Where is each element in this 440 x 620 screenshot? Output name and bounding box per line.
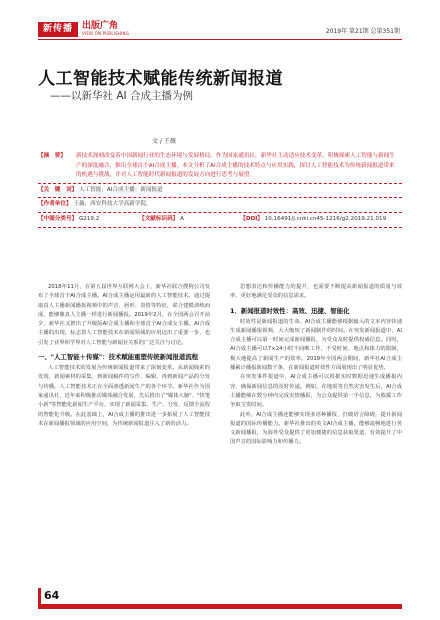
clc-value: G219.2	[78, 215, 100, 222]
identifier-row	[38, 213, 402, 228]
abstract-text: 新技术深刻改变着中国新闻行业的生态环境与发展格局。作为国家通讯社，新华社主动适应技术变革，积极探索人工智能与新闻生产的深度融合，推出全球首个AI合成主播。本文分析了AI合成主播的技术特点与应用实践，探讨人工智能技术为传统新闻报道带来的机遇与挑战，并对人工智能时代新闻报道的发展方向进行思考与展望。	[76, 153, 395, 179]
article-title: 人工智能技术赋能传统新闻报道	[38, 69, 283, 89]
body-paragraph: 在突发事件报道中，AI合成主播可以根据实时数据迅速生成播报内容，确保新闻信息的及时传递。例如，在地震等自然灾害发生后，AI合成主播能够在数分钟内完成灾情播报，为公众提供第一手信息，为救援工作争取宝贵时间。	[230, 374, 402, 409]
body-paragraph: 人工智能技术的发展为传统新闻报道带来了深刻变革。从新闻线索的发现、新闻素材的采集，到新闻稿件的写作、编辑，再到新闻产品的分发与传播，人工智能技术正在全面渗透新闻生产的各个环节。新华社作为国家通讯社，近年来积极推动媒体融合发展，先后推出了"媒体大脑"、"快笔小新"等智能化新闻生产平台，实现了新闻采集、生产、分发、反馈全流程的智能化升级。在此基础上，AI合成主播的推出进一步拓展了人工智能技术在新闻播报领域的应用空间，为传统新闻报道注入了新的活力。	[38, 365, 210, 427]
keywords-text: 人工智能；AI合成主播；新闻报道	[78, 186, 163, 193]
doi-label: 【DOI】	[240, 215, 263, 222]
body-column-right	[230, 283, 402, 448]
body-paragraph: 此外，AI合成主播还能够实现多语种播报，打破语言障碍，提升新闻报道的国际传播能力。新华社推出的英文AI合成主播，能够流畅地进行英文新闻播报，为海外受众提供了更加便捷的信息获取渠道，有效提升了中国声音的国际影响力和传播力。	[230, 411, 402, 446]
article-metadata	[38, 150, 402, 228]
page-number-accent	[38, 588, 41, 604]
keywords-label: 【关 键 词】	[38, 186, 78, 193]
clc-label: 【中图分类号】	[38, 215, 78, 222]
abstract-label: 【摘 要】	[38, 153, 66, 159]
body-paragraph: 时效性是新闻报道的生命。AI合成主播能够根据输入的文本内容快速生成新闻播报视频，大大缩短了新闻制作的时间。在突发新闻报道中，AI合成主播可以第一时间完成新闻播报，为受众及时提供权威信息。同时，AI合成主播可以7×24小时不间断工作，不受时间、地点和体力的限制，极大地提高了新闻生产的效率。2019年全国两会期间，新华社AI合成主播累计播报新闻数千条，在新闻报道时效性方面展现出了明显优势。	[230, 318, 402, 372]
subsection-heading: 1．新闻报道时效性：高效、迅捷、智能化	[230, 306, 350, 315]
column-badge: 新传播	[38, 22, 78, 37]
clc-cell	[38, 215, 139, 225]
body-paragraph: 2018年11月，在第五届世界互联网大会上，新华社联合搜狗公司发布了全球首个AI合成主播。AI合成主播运用最新的人工智能技术，通过提取真人主播新闻播报视频中的声音、唇形、表情等特征，联合建模训练而成，能够像真人主播一样进行新闻播报。2019年2月，在全国两会召开前夕，新华社又推出了升级版AI合成主播和全球首个AI合成女主播。AI合成主播的出现，标志着人工智能技术在新闻领域的应用迈出了重要一步，也引发了业界和学界对人工智能与新闻业关系的广泛关注与讨论。	[38, 284, 210, 346]
journal-name: 出版广角	[82, 21, 119, 31]
article-subtitle: ——以新华社 AI 合成主播为例	[50, 90, 193, 102]
issue-info: 2019年 第21期 总第351期	[325, 28, 400, 35]
author-unit-row	[38, 198, 402, 213]
header-divider	[38, 39, 402, 40]
page-number: 64	[44, 589, 60, 602]
doi-value: 10.16491/j.cnki.cn45-1216/g2.2019.21.019	[264, 215, 387, 222]
doc-code-value: A	[180, 215, 184, 222]
author-unit-text: 王薇，西安科技大学高新学院。	[73, 201, 152, 208]
journal-subtitle: VIEW ON PUBLISHING	[82, 31, 129, 36]
author-unit-label: 【作者单位】	[38, 201, 72, 208]
footer-bar	[38, 604, 402, 609]
body-paragraph: 思想表达和传播能力的提升，也需要不断提高新闻报道的质量与效率，更好地满足受众的信息需求。	[230, 284, 402, 300]
doc-code-label: 【文献标识码】	[139, 215, 179, 222]
doi-cell	[240, 215, 402, 225]
keywords-row	[38, 184, 402, 199]
doc-code-cell	[139, 215, 240, 225]
page-header	[0, 0, 440, 40]
article-author: 文 / 王薇	[152, 138, 176, 145]
body-column-left	[38, 283, 210, 429]
abstract-row	[38, 150, 402, 184]
section-heading: 一、"人工智能＋传媒"：技术赋能重塑传统新闻报道流程	[38, 353, 199, 362]
